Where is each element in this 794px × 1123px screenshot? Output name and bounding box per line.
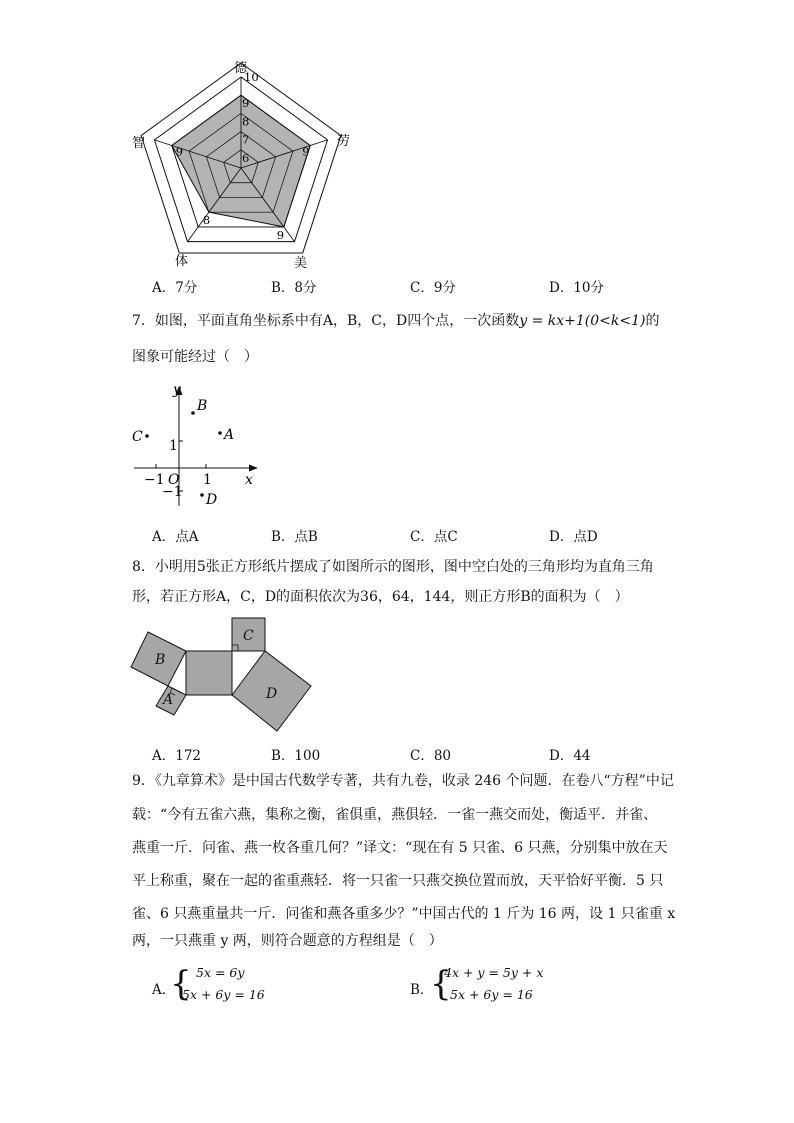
- q7-stem-end: 的: [645, 313, 660, 329]
- square-d-label: D: [266, 686, 278, 702]
- q9-stem-line5: 雀、6 只燕重量共一斤．问雀和燕各重多少？”中国古代的 1 斤为 16 两，设 1 只雀重 x: [132, 906, 676, 922]
- point-b-label: B: [197, 398, 208, 414]
- q9-option-b-eq2: 5x + 6y = 16: [450, 987, 533, 1002]
- q6-option-b[interactable]: B．8分: [271, 280, 317, 296]
- radar-value-label: 9: [302, 144, 310, 159]
- q9-option-b[interactable]: [410, 965, 610, 1010]
- radar-ring-label: 7: [242, 132, 250, 147]
- q9-stem-line6: 两，一只燕重 y 两，则符合题意的方程组是（ ）: [132, 933, 443, 949]
- q7-option-c[interactable]: C．点C: [410, 529, 458, 545]
- radar-chart: [120, 55, 360, 270]
- q9-option-a-eq2: 5x + 6y = 16: [182, 987, 265, 1002]
- point-a: [218, 431, 222, 435]
- brace-icon: {: [430, 964, 452, 1004]
- q7-stem-line1: [132, 310, 660, 332]
- radar-ring-label: 8: [242, 114, 250, 129]
- q8-option-c[interactable]: C．80: [410, 748, 452, 764]
- radar-axis-label: 美: [294, 256, 308, 270]
- q7-stem-line2: 图象可能经过（ ）: [132, 349, 258, 365]
- tick-label-x-1: 1: [203, 472, 212, 488]
- radar-value-label: 9: [175, 144, 184, 159]
- q7-formula: y = kx+1(0<k<1): [519, 313, 646, 329]
- point-a-label: A: [224, 427, 235, 443]
- square-middle: [186, 651, 232, 695]
- q8-option-b[interactable]: B．100: [271, 748, 321, 764]
- q8-stem-line2: 形，若正方形A，C，D的面积依次为36，64，144，则正方形B的面积为（ ）: [132, 589, 629, 605]
- x-axis-arrow-icon: [249, 465, 258, 472]
- q9-option-b-eq1: 4x + y = 5y + x: [444, 965, 544, 980]
- square-b-label: B: [155, 652, 166, 668]
- q8-stem-line1: 8．小明用5张正方形纸片摆成了如图所示的图形，图中空白处的三角形均为直角三角: [132, 559, 654, 575]
- q9-stem-line2: 载：“今有五雀六燕，集称之衡，雀俱重，燕俱轻．一雀一燕交而处，衡适平．并雀、: [132, 807, 658, 823]
- q7-option-b[interactable]: B．点B: [271, 529, 318, 545]
- radar-value-label: 8: [202, 213, 211, 228]
- point-d: [200, 493, 204, 497]
- q7-stem-text: 7．如图，平面直角坐标系中有A，B，C，D四个点，一次函数: [132, 313, 520, 329]
- q7-option-d[interactable]: D．点D: [549, 529, 598, 545]
- q9-stem-line3: 燕重一斤．问雀、燕一枚各重几何？”译文：“现在有 5 只雀、6 只燕，分别集中放在天: [132, 840, 668, 856]
- y-axis-label: y: [173, 382, 181, 398]
- point-d-label: D: [206, 492, 218, 508]
- x-axis-label: x: [245, 472, 253, 488]
- q7-coordinate-graph: [128, 378, 268, 513]
- q7-option-a[interactable]: A．点A: [152, 529, 199, 545]
- radar-value-label: 9: [276, 227, 285, 242]
- radar-axis-label: 劳: [337, 134, 351, 149]
- square-c-label: C: [243, 628, 254, 644]
- point-c-label: C: [132, 429, 143, 445]
- q9-stem-line4: 平上称重，聚在一起的雀重燕轻．将一只雀一只燕交换位置而放，天平恰好平衡．5 只: [132, 873, 664, 889]
- q9-option-a-eq1: 5x = 6y: [196, 965, 245, 980]
- q8-squares-figure: [125, 612, 320, 737]
- q9-option-a[interactable]: [152, 965, 352, 1010]
- q6-option-d[interactable]: D．10分: [549, 280, 605, 296]
- point-c: [145, 434, 149, 438]
- q8-option-d[interactable]: D．44: [549, 748, 591, 764]
- brace-icon: {: [170, 964, 192, 1004]
- square-a-label: A: [163, 692, 174, 708]
- tick-label-x-neg1: −1: [144, 472, 165, 488]
- point-b: [191, 411, 195, 415]
- origin-label: O: [168, 472, 180, 488]
- radar-ring-label: 9: [242, 96, 250, 111]
- q6-option-c[interactable]: C．9分: [410, 280, 456, 296]
- tick-label-y-neg1: −1: [162, 484, 183, 500]
- q8-option-a[interactable]: A．172: [152, 748, 202, 764]
- radar-axis-label: 德: [234, 61, 248, 76]
- q9-option-a-label: A．: [152, 982, 176, 998]
- radar-ring-label: 6: [242, 150, 250, 165]
- q9-option-b-label: B．: [410, 982, 434, 998]
- q9-stem-line1: 9．《九章算术》是中国古代数学专著，共有九卷，收录 246 个问题．在卷八“方程”中记: [132, 773, 674, 789]
- tick-label-y-1: 1: [169, 438, 178, 454]
- radar-axis-label: 智: [132, 136, 146, 151]
- q6-option-a[interactable]: A．7分: [152, 280, 198, 296]
- radar-axis-label: 体: [175, 254, 189, 269]
- radar-ring-label: 10: [244, 70, 259, 84]
